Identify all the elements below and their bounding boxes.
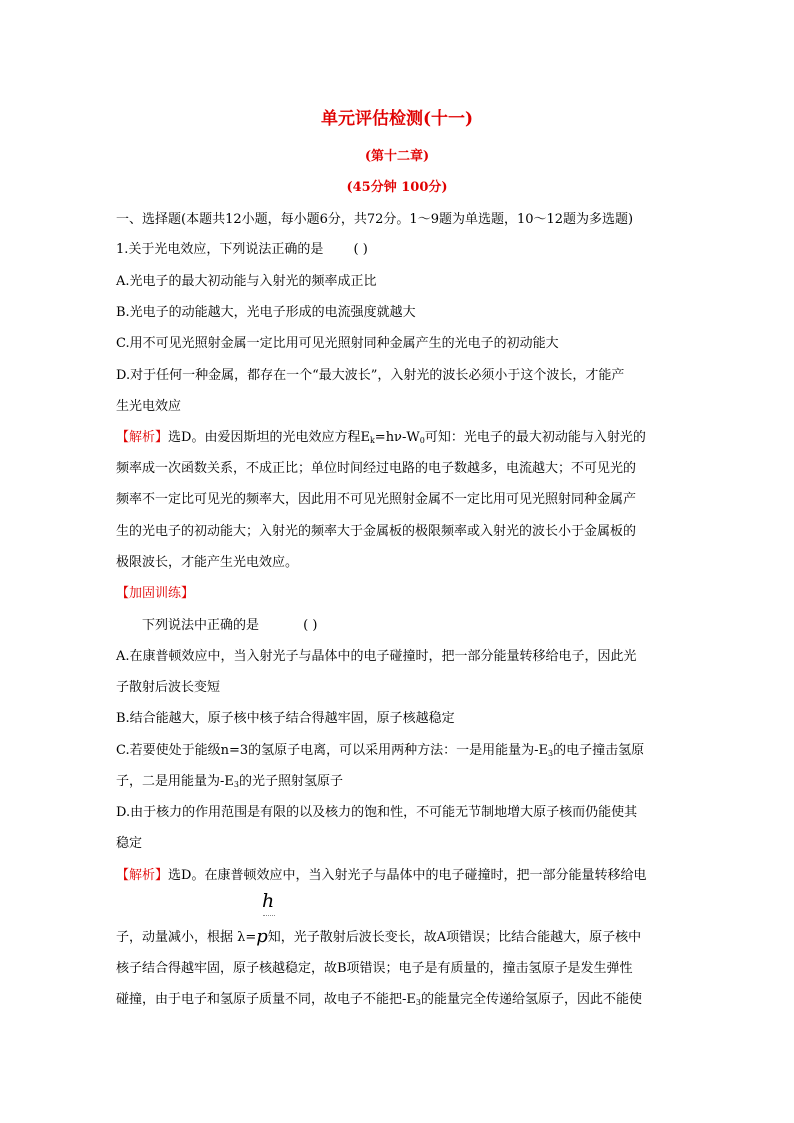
extra-option-c-line1 (116, 739, 644, 758)
analysis-text: =hν-W (374, 430, 420, 445)
extra-question-stem (142, 614, 317, 633)
subscript: 3 (548, 749, 554, 758)
analysis-2-line2 (116, 926, 641, 947)
analysis-1-line3: 频率不一定比可见光的频率大，因此用不可见光照射金属不一定比用可见光照射同种金属产 (116, 492, 637, 507)
analysis-tag: 【解析】 (116, 430, 169, 445)
extra-option-b: B.结合能越大，原子核中核子结合得越牢固，原子核越稳定 (116, 711, 455, 726)
extra-option-d-line1: D.由于核力的作用范围是有限的以及核力的饱和性，不可能无节制地增大原子核而仍能使其 (116, 805, 638, 820)
fraction-denominator: p (256, 926, 268, 947)
option-b: B.光电子的动能越大，光电子形成的电流强度就越大 (116, 305, 416, 320)
option-text: C.若要使处于能级n=3的氢原子电离，可以采用两种方法：一是用能量为-E (116, 743, 549, 758)
extra-option-a-line2: 子散射后波长变短 (116, 680, 221, 695)
analysis-1-line1 (116, 426, 646, 445)
analysis-1-line5: 极限波长，才能产生光电效应。 (116, 555, 299, 570)
extra-option-d-line2: 稳定 (116, 836, 143, 851)
subscript: k (369, 436, 375, 445)
analysis-text: 碰撞，由于电子和氢原子质量不同，故电子不能把-E (116, 992, 416, 1007)
extra-option-a-line1: A.在康普顿效应中，当入射光子与晶体中的电子碰撞时，把一部分能量转移给电子，因此光 (116, 649, 637, 664)
question-1-stem (116, 238, 368, 257)
fraction-bar (263, 915, 275, 916)
chapter-label: (第十二章) (364, 149, 430, 164)
analysis-1-line4: 生的光电子的初动能大；入射光的频率大于金属板的极限频率或入射光的波长小于金属板的 (116, 524, 637, 539)
section-heading: 一、选择题(本题共12小题，每小题6分，共72分。1～9题为单选题，10～12题为多选题) (116, 212, 634, 227)
analysis-2-line3: 核子结合得越牢固，原子核越稳定，故B项错误；电子是有质量的，撞击氢原子是发生弹性 (116, 961, 633, 976)
fraction-numerator: h (262, 890, 275, 912)
option-text: 子，二是用能量为-E (116, 774, 234, 789)
answer-paren: ( ) (303, 618, 318, 633)
page-title: 单元评估检测(十一) (320, 109, 474, 129)
analysis-2-line4 (116, 988, 642, 1007)
option-a: A.光电子的最大初动能与入射光的频率成正比 (116, 274, 377, 289)
analysis-text: 子，动量减小，根据 λ= (116, 930, 257, 945)
analysis-text: 可知：光电子的最大初动能与入射光的 (424, 430, 646, 445)
analysis-2-line1 (116, 864, 646, 883)
exam-meta: (45分钟 100分) (346, 180, 448, 195)
extra-practice-tag: 【加固训练】 (116, 586, 195, 601)
analysis-text: 知，光子散射后波长变长，故A项错误；比结合能越大，原子核中 (267, 930, 642, 945)
option-c: C.用不可见光照射金属一定比用可见光照射同种金属产生的光电子的初动能大 (116, 336, 559, 351)
analysis-text: 选D。在康普顿效应中，当入射光子与晶体中的电子碰撞时，把一部分能量转移给电 (168, 868, 647, 883)
subscript: 0 (419, 436, 425, 445)
subscript: 3 (415, 998, 421, 1007)
option-d-line1: D.对于任何一种金属，都存在一个“最大波长”，入射光的波长必须小于这个波长，才能产 (116, 368, 625, 383)
analysis-1-line2: 频率成一次函数关系，不成正比；单位时间经过电路的电子数越多，电流越大；不可见光的 (116, 461, 637, 476)
subscript: 3 (233, 780, 239, 789)
question-1-text: 1.关于光电效应，下列说法正确的是 (116, 242, 324, 257)
extra-question-text: 下列说法中正确的是 (142, 618, 260, 633)
analysis-text: 的能量完全传递给氢原子，因此不能使 (420, 992, 642, 1007)
answer-paren: ( ) (353, 242, 368, 257)
analysis-tag: 【解析】 (116, 868, 169, 883)
option-text: 的电子撞击氢原 (553, 743, 645, 758)
analysis-text: 选D。由爱因斯坦的光电效应方程E (168, 430, 370, 445)
extra-option-c-line2 (116, 770, 343, 789)
option-text: 的光子照射氢原子 (238, 774, 343, 789)
option-d-line2: 生光电效应 (116, 399, 182, 414)
